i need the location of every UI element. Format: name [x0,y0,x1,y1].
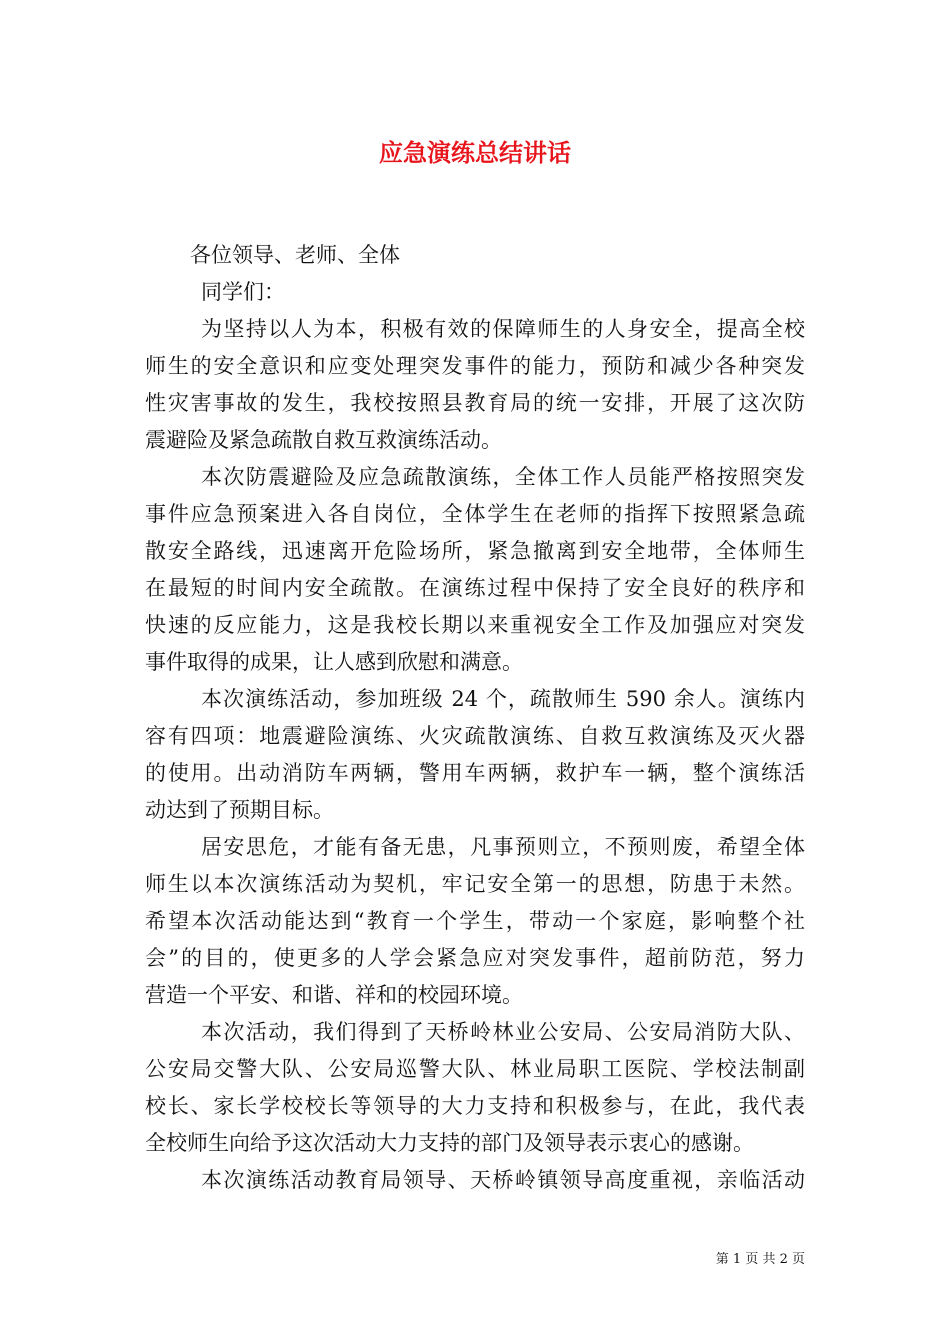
paragraph-line: 居安思危，才能有备无患，凡事预则立，不预则废，希望全体 [201,835,805,859]
paragraph-line: 本次防震避险及应急疏散演练，全体工作人员能严格按照突发 [201,465,805,489]
paragraph-line: 师生以本次演练活动为契机，牢记安全第一的思想，防患于未然。 [145,872,805,896]
paragraph-line: 校长、家长学校校长等领导的大力支持和积极参与，在此，我代表 [145,1094,805,1118]
paragraph-line: 散安全路线，迅速离开危险场所，紧急撤离到安全地带，全体师生 [145,539,805,563]
paragraph-line: 震避险及紧急疏散自救互救演练活动。 [145,428,502,452]
paragraph-line: 的使用。出动消防车两辆，警用车两辆，救护车一辆，整个演练活 [145,761,805,785]
paragraph-line: 性灾害事故的发生，我校按照县教育局的统一安排，开展了这次防 [145,391,805,415]
paragraph-line: 营造一个平安、和谐、祥和的校园环境。 [145,983,523,1007]
paragraph-line: 在最短的时间内安全疏散。在演练过程中保持了安全良好的秩序和 [145,576,805,600]
paragraph-line: 会”的目的，使更多的人学会紧急应对突发事件，超前防范，努力 [145,946,805,970]
paragraph-line: 本次演练活动教育局领导、天桥岭镇领导高度重视，亲临活动 [201,1168,805,1192]
paragraph-line: 事件取得的成果，让人感到欣慰和满意。 [145,650,523,674]
greeting-line: 各位领导、老师、全体 [190,243,400,267]
paragraph-line: 师生的安全意识和应变处理突发事件的能力，预防和减少各种突发 [145,354,805,378]
paragraph-line: 本次活动，我们得到了天桥岭林业公安局、公安局消防大队、 [201,1020,805,1044]
document-title: 应急演练总结讲话 [379,139,571,167]
greeting-line: 同学们： [201,280,285,304]
paragraph-line: 快速的反应能力，这是我校长期以来重视安全工作及加强应对突发 [145,613,805,637]
paragraph-line: 为坚持以人为本，积极有效的保障师生的人身安全，提高全校 [201,317,805,341]
page-number: 第 1 页 共 2 页 [715,1252,805,1267]
paragraph-line: 公安局交警大队、公安局巡警大队、林业局职工医院、学校法制副 [145,1057,805,1081]
paragraph-line: 动达到了预期目标。 [145,798,334,822]
paragraph-line: 容有四项：地震避险演练、火灾疏散演练、自救互救演练及灭火器 [145,724,805,748]
paragraph-line: 本次演练活动，参加班级 24 个，疏散师生 590 余人。演练内 [201,687,805,711]
paragraph-line: 希望本次活动能达到“教育一个学生，带动一个家庭，影响整个社 [145,909,805,933]
paragraph-line: 事件应急预案进入各自岗位，全体学生在老师的指挥下按照紧急疏 [145,502,805,526]
paragraph-line: 全校师生向给予这次活动大力支持的部门及领导表示衷心的感谢。 [145,1131,754,1155]
